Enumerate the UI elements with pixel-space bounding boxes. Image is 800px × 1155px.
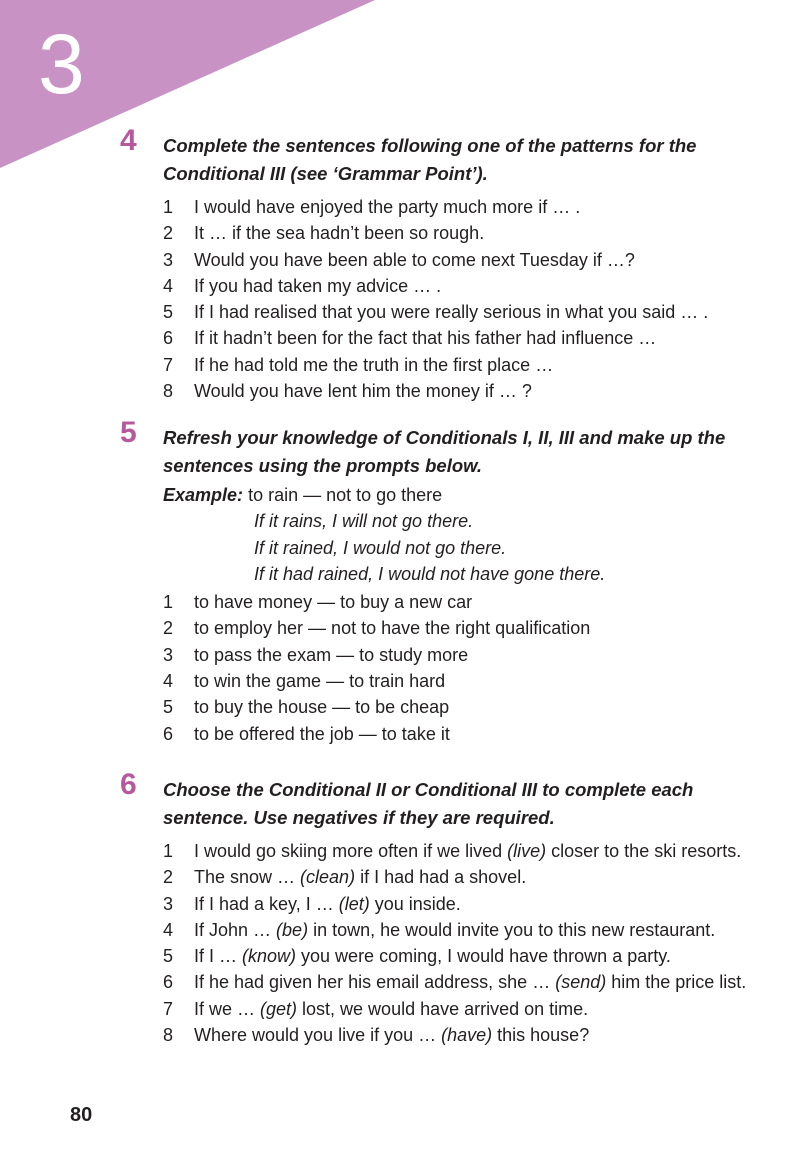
example-prompt: to rain — not to go there — [248, 485, 443, 505]
example-answer: If it rained, I would not go there. — [254, 537, 507, 558]
list-item: 4 If you had taken my advice … . — [163, 275, 442, 296]
exercise-5 — [120, 416, 760, 747]
page-number: 80 — [70, 1104, 93, 1126]
example-answer: If it had rained, I would not have gone there. — [254, 563, 606, 584]
list-item: 6 If it hadn’t been for the fact that his father had influence … — [163, 328, 657, 349]
list-item: 6 If he had given her his email address, she … (send) him the price list. — [163, 972, 747, 993]
exercise-number: 4 — [120, 124, 137, 157]
list-item: 3 If I had a key, I … (let) you inside. — [163, 893, 461, 914]
list-item: 2 It … if the sea hadn’t been so rough. — [163, 223, 485, 244]
list-item: 3 Would you have been able to come next Tuesday if …? — [163, 249, 635, 270]
list-item: 4 If John … (be) in town, he would invite you to this new restaurant. — [163, 919, 716, 940]
exercise-6 — [120, 768, 760, 1048]
list-item: 6 to be offered the job — to take it — [163, 723, 450, 744]
list-item: 5 to buy the house — to be cheap — [163, 697, 450, 718]
exercise-items — [163, 194, 760, 404]
list-item: 5 If I … (know) you were coming, I would have thrown a party. — [163, 946, 671, 967]
example-answer: If it rains, I will not go there. — [254, 511, 474, 532]
example-label: Example: — [163, 485, 244, 505]
list-item: 8 Where would you live if you … (have) this house? — [163, 1025, 590, 1046]
list-item: 5 If I had realised that you were really serious in what you said … . — [163, 302, 709, 323]
list-item: 3 to pass the exam — to study more — [163, 644, 469, 665]
unit-number: 3 — [38, 17, 85, 111]
exercise-items — [163, 838, 760, 1048]
list-item: 2 to employ her — not to have the right qualification — [163, 618, 591, 639]
list-item: 7 If he had told me the truth in the first place … — [163, 354, 554, 375]
list-item: 7 If we … (get) lost, we would have arrived on time. — [163, 998, 589, 1019]
exercise-4 — [120, 124, 760, 404]
exercise-instruction: Complete the sentences following one of the patterns for the Conditional III (see ‘Grammar Point’). — [163, 135, 697, 184]
example-block — [163, 482, 760, 587]
exercise-items — [163, 589, 760, 747]
list-item: 1 to have money — to buy a new car — [163, 592, 473, 613]
exercise-number: 6 — [120, 768, 137, 801]
list-item: 2 The snow … (clean) if I had had a shovel. — [163, 867, 527, 888]
list-item: 1 I would go skiing more often if we lived (live) closer to the ski resorts. — [163, 841, 742, 861]
exercise-instruction: Choose the Conditional II or Conditional III to complete each sentence. Use negatives if they are required. — [163, 779, 694, 828]
list-item: 4 to win the game — to train hard — [163, 671, 446, 692]
list-item: 8 Would you have lent him the money if … ? — [163, 381, 532, 402]
exercise-instruction: Refresh your knowledge of Conditionals I, II, III and make up the sentences using the prompts below. — [163, 427, 726, 476]
list-item: 1 I would have enjoyed the party much more if … . — [163, 197, 581, 217]
exercise-number: 5 — [120, 416, 137, 449]
